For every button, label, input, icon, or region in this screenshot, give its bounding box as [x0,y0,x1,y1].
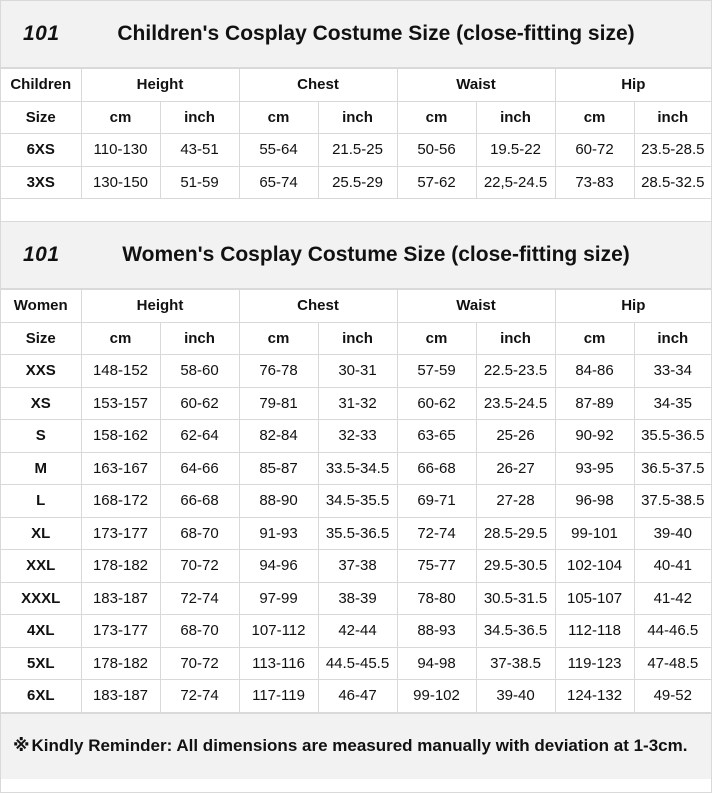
size-cell: XS [1,387,81,420]
table-row [1,550,711,583]
measurement-cell: 23.5-24.5 [476,387,555,420]
size-cell: 3XS [1,166,81,199]
size-cell: XXL [1,550,81,583]
brand-logo: 101 [23,22,60,45]
measurement-cell: 33.5-34.5 [318,452,397,485]
measurement-cell: 39-40 [476,680,555,713]
measurement-cell: 68-70 [160,517,239,550]
measurement-cell: 22,5-24.5 [476,166,555,199]
table-row [1,355,711,388]
measure-group-header: Hip [555,69,711,102]
women-title: Women's Cosplay Costume Size (close-fitting size) [122,243,630,266]
measurement-cell: 33-34 [634,355,711,388]
measure-group-header: Height [81,290,239,323]
measurement-cell: 87-89 [555,387,634,420]
unit-header-row [1,322,711,355]
measurement-cell: 168-172 [81,485,160,518]
measurement-cell: 41-42 [634,582,711,615]
women-header [1,222,711,289]
measurement-cell: 30-31 [318,355,397,388]
table-row [1,387,711,420]
measurement-cell: 183-187 [81,582,160,615]
measurement-cell: 50-56 [397,134,476,167]
measure-group-header: Waist [397,69,555,102]
unit-header: cm [555,322,634,355]
unit-header: inch [476,101,555,134]
unit-header: inch [476,322,555,355]
measurement-cell: 44-46.5 [634,615,711,648]
measurement-cell: 62-64 [160,420,239,453]
measurement-cell: 27-28 [476,485,555,518]
children-size-table [1,68,711,199]
measurement-cell: 158-162 [81,420,160,453]
measure-group-header: Height [81,69,239,102]
unit-header: cm [239,322,318,355]
measurement-cell: 28.5-32.5 [634,166,711,199]
table-row [1,134,711,167]
measurement-cell: 75-77 [397,550,476,583]
measurement-cell: 94-98 [397,647,476,680]
measure-group-header: Waist [397,290,555,323]
measurement-cell: 51-59 [160,166,239,199]
measurement-cell: 21.5-25 [318,134,397,167]
measurement-cell: 113-116 [239,647,318,680]
measurement-cell: 94-96 [239,550,318,583]
category-label: Children [1,69,81,102]
measurement-cell: 78-80 [397,582,476,615]
measurement-cell: 93-95 [555,452,634,485]
table-row [1,615,711,648]
measurement-cell: 25.5-29 [318,166,397,199]
measurement-cell: 31-32 [318,387,397,420]
measurement-cell: 49-52 [634,680,711,713]
size-cell: XXXL [1,582,81,615]
measurement-cell: 90-92 [555,420,634,453]
measurement-cell: 99-101 [555,517,634,550]
size-cell: XXS [1,355,81,388]
reminder-text: Kindly Reminder: All dimensions are measured manually with deviation at 1-3cm. [31,736,688,755]
children-header [1,1,711,68]
size-cell: L [1,485,81,518]
measurement-cell: 35.5-36.5 [634,420,711,453]
measurement-cell: 60-62 [397,387,476,420]
size-cell: 6XL [1,680,81,713]
measurement-cell: 88-93 [397,615,476,648]
measurement-cell: 37-38.5 [476,647,555,680]
measurement-cell: 68-70 [160,615,239,648]
measurement-cell: 124-132 [555,680,634,713]
measurement-cell: 37-38 [318,550,397,583]
measurement-cell: 163-167 [81,452,160,485]
table-row [1,420,711,453]
reference-mark-icon: ※ [13,736,30,755]
measurement-cell: 42-44 [318,615,397,648]
size-cell: 6XS [1,134,81,167]
measure-group-header: Hip [555,290,711,323]
table-row [1,485,711,518]
measurement-cell: 26-27 [476,452,555,485]
measure-group-header: Chest [239,69,397,102]
measurement-cell: 66-68 [397,452,476,485]
measure-group-header: Chest [239,290,397,323]
measurement-cell: 57-59 [397,355,476,388]
measurement-cell: 173-177 [81,517,160,550]
measurement-cell: 70-72 [160,647,239,680]
size-column-label: Size [1,322,81,355]
table-row [1,517,711,550]
unit-header: inch [634,101,711,134]
measurement-cell: 43-51 [160,134,239,167]
measurement-cell: 183-187 [81,680,160,713]
measurement-cell: 117-119 [239,680,318,713]
measurement-cell: 91-93 [239,517,318,550]
measurement-cell: 47-48.5 [634,647,711,680]
measurement-cell: 34.5-35.5 [318,485,397,518]
measurement-cell: 25-26 [476,420,555,453]
measurement-cell: 58-60 [160,355,239,388]
measurement-cell: 30.5-31.5 [476,582,555,615]
size-column-label: Size [1,101,81,134]
children-title: Children's Cosplay Costume Size (close-fitting size) [117,22,635,45]
measurement-cell: 40-41 [634,550,711,583]
measurement-cell: 34.5-36.5 [476,615,555,648]
table-row [1,166,711,199]
measurement-cell: 72-74 [160,680,239,713]
table-row [1,582,711,615]
measurement-cell: 34-35 [634,387,711,420]
measurement-cell: 173-177 [81,615,160,648]
measurement-cell: 178-182 [81,550,160,583]
measurement-cell: 70-72 [160,550,239,583]
unit-header: inch [318,322,397,355]
unit-header: inch [160,322,239,355]
measurement-cell: 28.5-29.5 [476,517,555,550]
measurement-cell: 96-98 [555,485,634,518]
measurement-cell: 107-112 [239,615,318,648]
unit-header: cm [81,101,160,134]
brand-logo: 101 [23,243,60,266]
measurement-cell: 66-68 [160,485,239,518]
measurement-cell: 39-40 [634,517,711,550]
measurement-cell: 37.5-38.5 [634,485,711,518]
unit-header-row [1,101,711,134]
measurement-cell: 44.5-45.5 [318,647,397,680]
measurement-cell: 55-64 [239,134,318,167]
measurement-cell: 102-104 [555,550,634,583]
size-cell: 4XL [1,615,81,648]
measurement-cell: 72-74 [160,582,239,615]
measurement-cell: 38-39 [318,582,397,615]
women-size-table [1,289,711,713]
measurement-cell: 82-84 [239,420,318,453]
table-row [1,647,711,680]
measurement-cell: 64-66 [160,452,239,485]
measurement-cell: 36.5-37.5 [634,452,711,485]
unit-header: cm [81,322,160,355]
category-label: Women [1,290,81,323]
reminder-footer [1,713,711,779]
measurement-cell: 130-150 [81,166,160,199]
measurement-cell: 110-130 [81,134,160,167]
measurement-cell: 46-47 [318,680,397,713]
measurement-cell: 148-152 [81,355,160,388]
size-cell: M [1,452,81,485]
measurement-cell: 22.5-23.5 [476,355,555,388]
measurement-cell: 112-118 [555,615,634,648]
measurement-cell: 105-107 [555,582,634,615]
section-divider [1,199,711,222]
table-row [1,680,711,713]
unit-header: cm [397,322,476,355]
group-header-row [1,290,711,323]
measurement-cell: 29.5-30.5 [476,550,555,583]
unit-header: cm [239,101,318,134]
unit-header: inch [318,101,397,134]
size-cell: S [1,420,81,453]
measurement-cell: 76-78 [239,355,318,388]
unit-header: cm [555,101,634,134]
measurement-cell: 97-99 [239,582,318,615]
measurement-cell: 65-74 [239,166,318,199]
unit-header: cm [397,101,476,134]
measurement-cell: 119-123 [555,647,634,680]
measurement-cell: 88-90 [239,485,318,518]
measurement-cell: 60-62 [160,387,239,420]
measurement-cell: 73-83 [555,166,634,199]
measurement-cell: 178-182 [81,647,160,680]
measurement-cell: 32-33 [318,420,397,453]
measurement-cell: 85-87 [239,452,318,485]
size-cell: 5XL [1,647,81,680]
unit-header: inch [160,101,239,134]
measurement-cell: 99-102 [397,680,476,713]
measurement-cell: 69-71 [397,485,476,518]
measurement-cell: 60-72 [555,134,634,167]
measurement-cell: 72-74 [397,517,476,550]
measurement-cell: 35.5-36.5 [318,517,397,550]
measurement-cell: 79-81 [239,387,318,420]
size-cell: XL [1,517,81,550]
measurement-cell: 19.5-22 [476,134,555,167]
measurement-cell: 57-62 [397,166,476,199]
measurement-cell: 153-157 [81,387,160,420]
table-row [1,452,711,485]
measurement-cell: 84-86 [555,355,634,388]
unit-header: inch [634,322,711,355]
measurement-cell: 23.5-28.5 [634,134,711,167]
group-header-row [1,69,711,102]
measurement-cell: 63-65 [397,420,476,453]
